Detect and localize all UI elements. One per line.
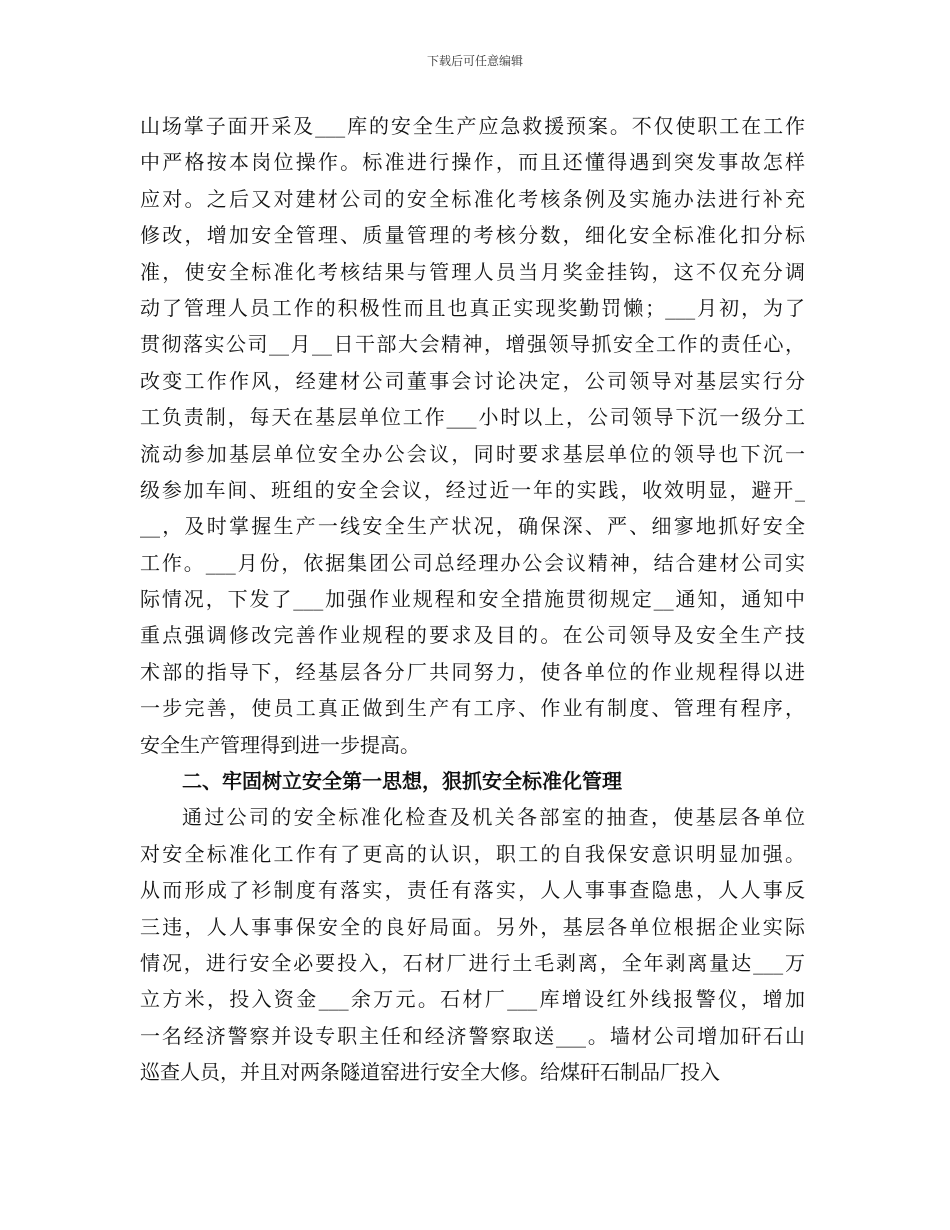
text-line: 从而形成了衫制度有落实，责任有落实，人人事事查隐患，人人事反 bbox=[140, 878, 805, 903]
text-line: 安全生产管理得到进一步提高。 bbox=[140, 732, 420, 757]
text-line: 一名经济警察并设专职主任和经济警察取送___。墙材公司增加矸石山 bbox=[140, 1023, 805, 1048]
text-line: 准，使安全标准化考核结果与管理人员当月奖金挂钩，这不仅充分调 bbox=[140, 259, 805, 284]
text-line: 三违，人人事事保安全的良好局面。另外，基层各单位根据企业实际 bbox=[140, 914, 805, 939]
text-line: 动了管理人员工作的积极性而且也真正实现奖勤罚懒；___月初，为了 bbox=[140, 295, 805, 320]
text-line: 巡查人员，并且对两条隧道窑进行安全大修。给煤矸石制品厂投入 bbox=[140, 1060, 720, 1085]
text-line: 通过公司的安全标准化检查及机关各部室的抽查，使基层各单位 bbox=[182, 805, 805, 830]
text-line: 工作。___月份，依据集团公司总经理办公会议精神，结合建材公司实 bbox=[140, 550, 805, 575]
text-line: 情况，进行安全必要投入，石材厂进行土毛剥离，全年剥离量达___万 bbox=[140, 950, 805, 975]
paragraph-1 bbox=[140, 108, 805, 763]
text-line: 际情况，下发了___加强作业规程和安全措施贯彻规定__通知，通知中 bbox=[140, 587, 805, 612]
text-line: 贯彻落实公司__月__日干部大会精神，增强领导抓安全工作的责任心， bbox=[140, 332, 805, 357]
text-line: 流动参加基层单位安全办公会议，同时要求基层单位的领导也下沉一 bbox=[140, 441, 805, 466]
text-line: 术部的指导下，经基层各分厂共同努力，使各单位的作业规程得以进 bbox=[140, 659, 805, 684]
section-heading: 二、牢固树立安全第一思想，狠抓安全标准化管理 bbox=[182, 769, 622, 794]
text-line: 应对。之后又对建材公司的安全标准化考核条例及实施办法进行补充 bbox=[140, 186, 805, 211]
paragraph-2 bbox=[140, 799, 805, 1090]
text-line: 工负责制，每天在基层单位工作___小时以上，公司领导下沉一级分工 bbox=[140, 405, 805, 430]
text-line: __，及时掌握生产一线安全生产状况，确保深、严、细寥地抓好安全 bbox=[140, 514, 805, 539]
text-line: 山场掌子面开采及___库的安全生产应急救援预案。不仅使职工在工作 bbox=[140, 114, 805, 138]
text-line: 重点强调修改完善作业规程的要求及目的。在公司领导及安全生产技 bbox=[140, 623, 805, 648]
text-line: 中严格按本岗位操作。标准进行操作，而且还懂得遇到突发事故怎样 bbox=[140, 150, 805, 175]
document-body bbox=[140, 108, 805, 1091]
text-line: 一步完善，使员工真正做到生产有工序、作业有制度、管理有程序， bbox=[140, 696, 805, 721]
text-line: 修改，增加安全管理、质量管理的考核分数，细化安全标准化扣分标 bbox=[140, 223, 805, 248]
text-line: 级参加车间、班组的安全会议，经过近一年的实践，收效明显，避开_ bbox=[140, 477, 805, 502]
page-header: 下载后可任意编辑 bbox=[426, 54, 523, 68]
text-line: 立方米，投入资金___余万元。石材厂___库增设红外线报警仪，增加 bbox=[140, 987, 805, 1012]
text-line: 改变工作作风，经建材公司董事会讨论决定，公司领导对基层实行分 bbox=[140, 368, 805, 393]
text-line: 对安全标准化工作有了更高的认识，职工的自我保安意识明显加强。 bbox=[140, 841, 805, 866]
